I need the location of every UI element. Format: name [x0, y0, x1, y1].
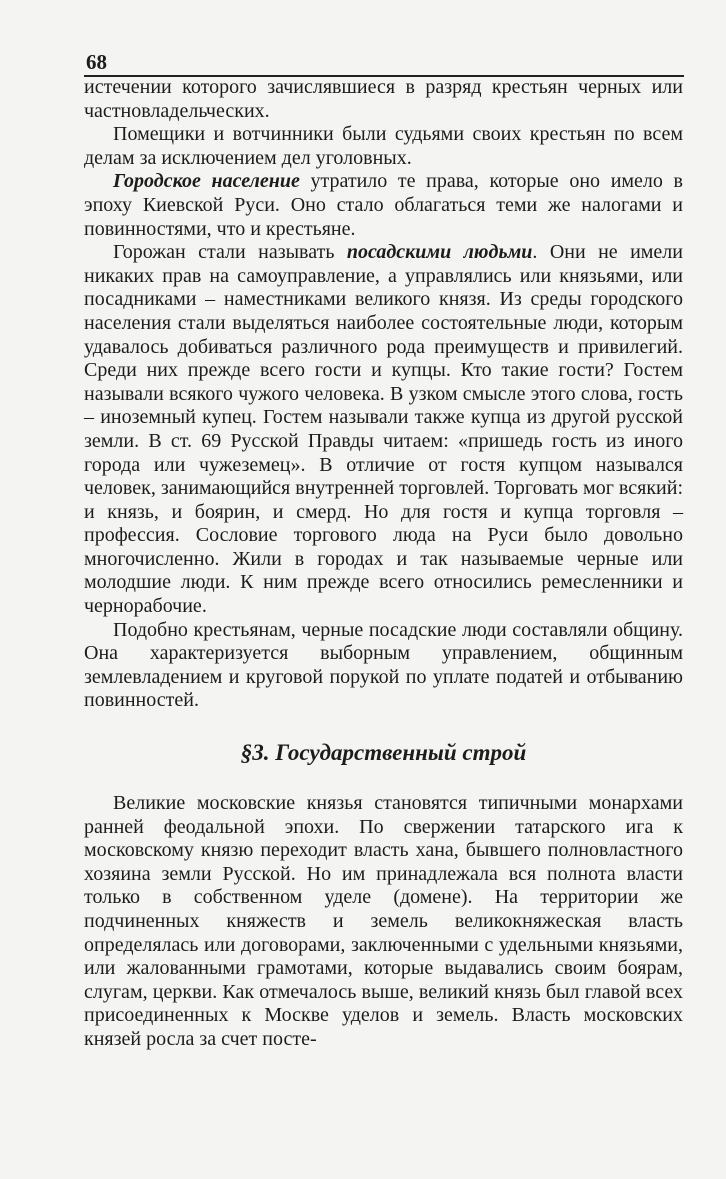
term-highlight: Городское население [113, 170, 300, 193]
paragraph-text: утратило те права, которые оно имело в эпоху Киевской Руси. Оно стало облагаться теми же налогами и повинностями, что и крестьяне. [84, 170, 683, 240]
paragraph [84, 619, 683, 713]
paragraph-text: . Они не имели никаких прав на самоуправление, а управлялись или князьями, или посадниками – наместниками великого князя. Из среды городского населения стали выделяться наиболее состоятельные люди, которым удавалось добиваться различного рода преимуществ и привилегий. Среди них прежде всего гости и купцы. Кто такие гости? Гостем называли всякого чужого человека. В узком смысле этого слова, гость – иноземный купец. Гостем называли также купца из другой русской земли. В ст. 69 Русской Правды читаем: «пришедь гость из иного города или чужеземец». В отличие от гостя купцом назывался человек, занимающийся внутренней торговлей. Торговать мог всякий: и князь, и боярин, и смерд. Но для гостя и купца торговля – профессия. Сословие торгового люда на Руси было довольно многочисленно. Жили в городах и так называемые черные или молодшие люди. К ним прежде всего относились ремесленники и чернорабочие. [84, 241, 683, 618]
paragraph [84, 792, 683, 1052]
body-text [84, 76, 683, 1052]
paragraph [84, 170, 683, 241]
paragraph-text-lead: Горожан стали называть [113, 241, 335, 264]
paragraph-text: истечении которого зачислявшиеся в разряд крестьян черных или частновладельческих. [84, 76, 683, 122]
paragraph-text: Великие московские князья становятся типичными монархами ранней феодальной эпохи. По свержении татарского ига к московскому князю переходит власть хана, бывшего полновластного хозяина земли Русской. Но им принадлежала вся полнота власти только в собственном уделе (домене). На территории же подчиненных княжеств и земель великокняжеская власть определялась или договорами, заключенными с удельными князьями, или жалованными грамотами, которые выдавались своим боярам, слугам, церкви. Как отмечалось выше, великий князь был главой всех присоединенных к Москве уделов и земель. Власть московских князей росла за счет посте- [84, 792, 683, 1050]
page-number: 68 [86, 50, 107, 74]
paragraph [84, 241, 683, 619]
paragraph-continuation [84, 76, 683, 123]
section-heading: §3. Государственный строй [240, 740, 527, 766]
paragraph-text: Помещики и вотчинники были судьями своих крестьян по всем делам за исключением дел уголовных. [84, 123, 683, 169]
term-highlight: посадскими людьми [346, 241, 533, 264]
paragraph-text: Подобно крестьянам, черные посадские люди составляли общину. Она характеризуется выборным управлением, общинным землевладением и круговой порукой по уплате податей и отбыванию повинностей. [84, 618, 683, 712]
paragraph [84, 123, 683, 170]
